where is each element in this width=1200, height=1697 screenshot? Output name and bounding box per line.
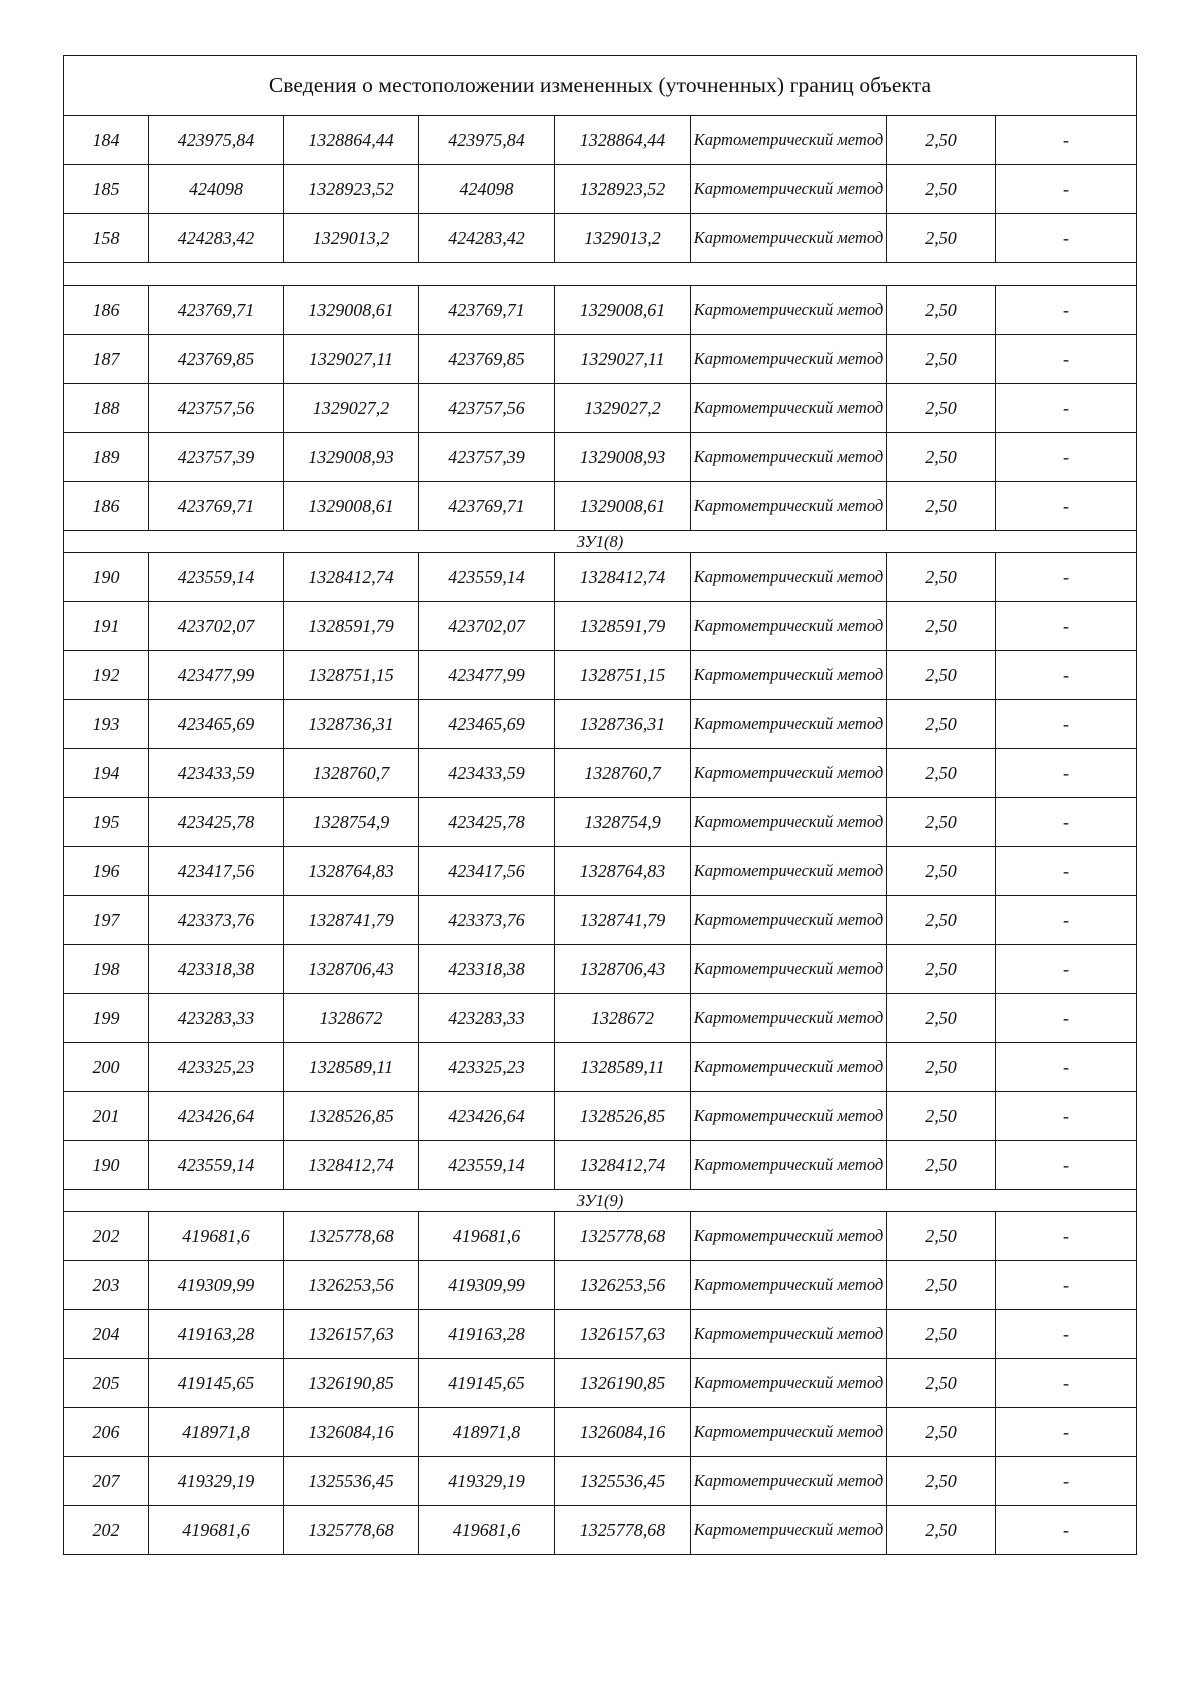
point-number-cell: 186 bbox=[64, 482, 149, 531]
x-existing-cell: 424098 bbox=[149, 165, 284, 214]
method-cell: Картометрический метод bbox=[691, 602, 887, 651]
point-number-cell: 190 bbox=[64, 1141, 149, 1190]
x-existing-cell: 423769,85 bbox=[149, 335, 284, 384]
x-existing-cell: 423433,59 bbox=[149, 749, 284, 798]
table-row bbox=[64, 1457, 1137, 1506]
table-row bbox=[64, 798, 1137, 847]
method-cell: Картометрический метод bbox=[691, 1408, 887, 1457]
x-existing-cell: 419309,99 bbox=[149, 1261, 284, 1310]
y-new-cell: 1326190,85 bbox=[555, 1359, 691, 1408]
x-new-cell: 423318,38 bbox=[419, 945, 555, 994]
precision-cell: 2,50 bbox=[887, 335, 996, 384]
x-existing-cell: 423325,23 bbox=[149, 1043, 284, 1092]
y-existing-cell: 1328672 bbox=[284, 994, 419, 1043]
x-new-cell: 423757,56 bbox=[419, 384, 555, 433]
method-cell: Картометрический метод bbox=[691, 896, 887, 945]
y-existing-cell: 1328741,79 bbox=[284, 896, 419, 945]
y-existing-cell: 1329013,2 bbox=[284, 214, 419, 263]
table-row bbox=[64, 165, 1137, 214]
method-cell: Картометрический метод bbox=[691, 749, 887, 798]
y-new-cell: 1328764,83 bbox=[555, 847, 691, 896]
y-new-cell: 1325778,68 bbox=[555, 1506, 691, 1555]
table-row bbox=[64, 433, 1137, 482]
description-cell: - bbox=[996, 384, 1137, 433]
point-number-cell: 204 bbox=[64, 1310, 149, 1359]
table-row bbox=[64, 1092, 1137, 1141]
description-cell: - bbox=[996, 1043, 1137, 1092]
description-cell: - bbox=[996, 214, 1137, 263]
description-cell: - bbox=[996, 335, 1137, 384]
x-existing-cell: 423559,14 bbox=[149, 1141, 284, 1190]
method-cell: Картометрический метод bbox=[691, 847, 887, 896]
y-new-cell: 1329008,61 bbox=[555, 286, 691, 335]
method-cell: Картометрический метод bbox=[691, 798, 887, 847]
y-existing-cell: 1329027,11 bbox=[284, 335, 419, 384]
method-cell: Картометрический метод bbox=[691, 214, 887, 263]
method-cell: Картометрический метод bbox=[691, 1310, 887, 1359]
x-existing-cell: 419681,6 bbox=[149, 1506, 284, 1555]
y-new-cell: 1326253,56 bbox=[555, 1261, 691, 1310]
precision-cell: 2,50 bbox=[887, 1141, 996, 1190]
description-cell: - bbox=[996, 553, 1137, 602]
method-cell: Картометрический метод bbox=[691, 1141, 887, 1190]
description-cell: - bbox=[996, 286, 1137, 335]
point-number-cell: 184 bbox=[64, 116, 149, 165]
x-new-cell: 423769,71 bbox=[419, 482, 555, 531]
x-new-cell: 423433,59 bbox=[419, 749, 555, 798]
x-existing-cell: 423769,71 bbox=[149, 482, 284, 531]
y-new-cell: 1328751,15 bbox=[555, 651, 691, 700]
y-new-cell: 1328412,74 bbox=[555, 1141, 691, 1190]
x-new-cell: 419681,6 bbox=[419, 1506, 555, 1555]
y-existing-cell: 1328760,7 bbox=[284, 749, 419, 798]
x-new-cell: 423769,71 bbox=[419, 286, 555, 335]
description-cell: - bbox=[996, 1141, 1137, 1190]
y-existing-cell: 1325536,45 bbox=[284, 1457, 419, 1506]
point-number-cell: 198 bbox=[64, 945, 149, 994]
precision-cell: 2,50 bbox=[887, 896, 996, 945]
y-new-cell: 1328412,74 bbox=[555, 553, 691, 602]
x-new-cell: 423559,14 bbox=[419, 1141, 555, 1190]
x-existing-cell: 423975,84 bbox=[149, 116, 284, 165]
precision-cell: 2,50 bbox=[887, 1310, 996, 1359]
description-cell: - bbox=[996, 1310, 1137, 1359]
y-existing-cell: 1329008,93 bbox=[284, 433, 419, 482]
y-new-cell: 1328672 bbox=[555, 994, 691, 1043]
y-existing-cell: 1329008,61 bbox=[284, 482, 419, 531]
precision-cell: 2,50 bbox=[887, 553, 996, 602]
y-new-cell: 1325778,68 bbox=[555, 1212, 691, 1261]
precision-cell: 2,50 bbox=[887, 433, 996, 482]
point-number-cell: 195 bbox=[64, 798, 149, 847]
y-existing-cell: 1328736,31 bbox=[284, 700, 419, 749]
method-cell: Картометрический метод bbox=[691, 384, 887, 433]
description-cell: - bbox=[996, 1457, 1137, 1506]
table-row bbox=[64, 994, 1137, 1043]
precision-cell: 2,50 bbox=[887, 1506, 996, 1555]
table-row bbox=[64, 1359, 1137, 1408]
method-cell: Картометрический метод bbox=[691, 994, 887, 1043]
x-existing-cell: 423426,64 bbox=[149, 1092, 284, 1141]
section-label: ЗУ1(9) bbox=[64, 1190, 1137, 1212]
x-existing-cell: 423465,69 bbox=[149, 700, 284, 749]
x-new-cell: 424098 bbox=[419, 165, 555, 214]
precision-cell: 2,50 bbox=[887, 165, 996, 214]
precision-cell: 2,50 bbox=[887, 847, 996, 896]
table-row bbox=[64, 335, 1137, 384]
boundary-coordinates-table bbox=[63, 55, 1137, 1555]
table-row bbox=[64, 651, 1137, 700]
table-row bbox=[64, 749, 1137, 798]
precision-cell: 2,50 bbox=[887, 749, 996, 798]
y-new-cell: 1328736,31 bbox=[555, 700, 691, 749]
x-existing-cell: 423757,39 bbox=[149, 433, 284, 482]
table-row bbox=[64, 384, 1137, 433]
y-new-cell: 1328591,79 bbox=[555, 602, 691, 651]
method-cell: Картометрический метод bbox=[691, 651, 887, 700]
y-new-cell: 1325536,45 bbox=[555, 1457, 691, 1506]
table-row bbox=[64, 1506, 1137, 1555]
y-existing-cell: 1326190,85 bbox=[284, 1359, 419, 1408]
description-cell: - bbox=[996, 945, 1137, 994]
point-number-cell: 202 bbox=[64, 1212, 149, 1261]
x-new-cell: 423975,84 bbox=[419, 116, 555, 165]
x-existing-cell: 423769,71 bbox=[149, 286, 284, 335]
precision-cell: 2,50 bbox=[887, 214, 996, 263]
y-existing-cell: 1326157,63 bbox=[284, 1310, 419, 1359]
point-number-cell: 200 bbox=[64, 1043, 149, 1092]
spacer-cell bbox=[64, 263, 1137, 286]
table-row bbox=[64, 482, 1137, 531]
x-new-cell: 419145,65 bbox=[419, 1359, 555, 1408]
y-new-cell: 1329008,61 bbox=[555, 482, 691, 531]
description-cell: - bbox=[996, 1212, 1137, 1261]
precision-cell: 2,50 bbox=[887, 1408, 996, 1457]
y-existing-cell: 1326084,16 bbox=[284, 1408, 419, 1457]
section-header-row bbox=[64, 531, 1137, 553]
description-cell: - bbox=[996, 1359, 1137, 1408]
x-existing-cell: 423702,07 bbox=[149, 602, 284, 651]
point-number-cell: 188 bbox=[64, 384, 149, 433]
precision-cell: 2,50 bbox=[887, 1092, 996, 1141]
x-new-cell: 423757,39 bbox=[419, 433, 555, 482]
x-existing-cell: 423417,56 bbox=[149, 847, 284, 896]
precision-cell: 2,50 bbox=[887, 994, 996, 1043]
x-new-cell: 419681,6 bbox=[419, 1212, 555, 1261]
description-cell: - bbox=[996, 116, 1137, 165]
description-cell: - bbox=[996, 994, 1137, 1043]
x-new-cell: 419309,99 bbox=[419, 1261, 555, 1310]
x-existing-cell: 419163,28 bbox=[149, 1310, 284, 1359]
y-existing-cell: 1328754,9 bbox=[284, 798, 419, 847]
y-new-cell: 1328706,43 bbox=[555, 945, 691, 994]
point-number-cell: 202 bbox=[64, 1506, 149, 1555]
precision-cell: 2,50 bbox=[887, 945, 996, 994]
point-number-cell: 193 bbox=[64, 700, 149, 749]
y-new-cell: 1328589,11 bbox=[555, 1043, 691, 1092]
description-cell: - bbox=[996, 749, 1137, 798]
table-row bbox=[64, 1141, 1137, 1190]
section-header-row bbox=[64, 1190, 1137, 1212]
precision-cell: 2,50 bbox=[887, 1457, 996, 1506]
method-cell: Картометрический метод bbox=[691, 1092, 887, 1141]
table-title: Сведения о местоположении измененных (уточненных) границ объекта bbox=[64, 56, 1137, 116]
table-row bbox=[64, 116, 1137, 165]
precision-cell: 2,50 bbox=[887, 116, 996, 165]
x-new-cell: 423283,33 bbox=[419, 994, 555, 1043]
point-number-cell: 194 bbox=[64, 749, 149, 798]
section-label: ЗУ1(8) bbox=[64, 531, 1137, 553]
x-new-cell: 423417,56 bbox=[419, 847, 555, 896]
method-cell: Картометрический метод bbox=[691, 1359, 887, 1408]
method-cell: Картометрический метод bbox=[691, 945, 887, 994]
table-row bbox=[64, 700, 1137, 749]
y-existing-cell: 1325778,68 bbox=[284, 1506, 419, 1555]
x-new-cell: 418971,8 bbox=[419, 1408, 555, 1457]
x-new-cell: 419329,19 bbox=[419, 1457, 555, 1506]
point-number-cell: 206 bbox=[64, 1408, 149, 1457]
x-existing-cell: 423283,33 bbox=[149, 994, 284, 1043]
description-cell: - bbox=[996, 1506, 1137, 1555]
description-cell: - bbox=[996, 798, 1137, 847]
description-cell: - bbox=[996, 651, 1137, 700]
x-new-cell: 419163,28 bbox=[419, 1310, 555, 1359]
table-title-row bbox=[64, 56, 1137, 116]
method-cell: Картометрический метод bbox=[691, 335, 887, 384]
point-number-cell: 203 bbox=[64, 1261, 149, 1310]
point-number-cell: 189 bbox=[64, 433, 149, 482]
y-new-cell: 1329013,2 bbox=[555, 214, 691, 263]
x-existing-cell: 423477,99 bbox=[149, 651, 284, 700]
x-existing-cell: 423318,38 bbox=[149, 945, 284, 994]
y-existing-cell: 1328923,52 bbox=[284, 165, 419, 214]
precision-cell: 2,50 bbox=[887, 798, 996, 847]
description-cell: - bbox=[996, 700, 1137, 749]
y-new-cell: 1328741,79 bbox=[555, 896, 691, 945]
point-number-cell: 196 bbox=[64, 847, 149, 896]
y-existing-cell: 1328764,83 bbox=[284, 847, 419, 896]
description-cell: - bbox=[996, 1092, 1137, 1141]
x-new-cell: 423559,14 bbox=[419, 553, 555, 602]
precision-cell: 2,50 bbox=[887, 1212, 996, 1261]
x-new-cell: 423702,07 bbox=[419, 602, 555, 651]
y-existing-cell: 1328526,85 bbox=[284, 1092, 419, 1141]
method-cell: Картометрический метод bbox=[691, 433, 887, 482]
y-new-cell: 1329027,2 bbox=[555, 384, 691, 433]
description-cell: - bbox=[996, 847, 1137, 896]
point-number-cell: 207 bbox=[64, 1457, 149, 1506]
x-new-cell: 423425,78 bbox=[419, 798, 555, 847]
precision-cell: 2,50 bbox=[887, 384, 996, 433]
description-cell: - bbox=[996, 165, 1137, 214]
y-existing-cell: 1328591,79 bbox=[284, 602, 419, 651]
method-cell: Картометрический метод bbox=[691, 286, 887, 335]
y-new-cell: 1328526,85 bbox=[555, 1092, 691, 1141]
y-new-cell: 1328923,52 bbox=[555, 165, 691, 214]
table-row bbox=[64, 214, 1137, 263]
point-number-cell: 197 bbox=[64, 896, 149, 945]
x-existing-cell: 419681,6 bbox=[149, 1212, 284, 1261]
precision-cell: 2,50 bbox=[887, 286, 996, 335]
y-existing-cell: 1328412,74 bbox=[284, 553, 419, 602]
y-new-cell: 1328754,9 bbox=[555, 798, 691, 847]
description-cell: - bbox=[996, 482, 1137, 531]
table-body bbox=[64, 56, 1137, 1555]
precision-cell: 2,50 bbox=[887, 602, 996, 651]
x-existing-cell: 423373,76 bbox=[149, 896, 284, 945]
point-number-cell: 199 bbox=[64, 994, 149, 1043]
table-row bbox=[64, 602, 1137, 651]
y-new-cell: 1326157,63 bbox=[555, 1310, 691, 1359]
table-row bbox=[64, 945, 1137, 994]
method-cell: Картометрический метод bbox=[691, 1212, 887, 1261]
method-cell: Картометрический метод bbox=[691, 1043, 887, 1092]
point-number-cell: 158 bbox=[64, 214, 149, 263]
point-number-cell: 190 bbox=[64, 553, 149, 602]
x-new-cell: 423477,99 bbox=[419, 651, 555, 700]
description-cell: - bbox=[996, 896, 1137, 945]
method-cell: Картометрический метод bbox=[691, 700, 887, 749]
method-cell: Картометрический метод bbox=[691, 116, 887, 165]
y-existing-cell: 1328864,44 bbox=[284, 116, 419, 165]
x-existing-cell: 418971,8 bbox=[149, 1408, 284, 1457]
x-existing-cell: 424283,42 bbox=[149, 214, 284, 263]
point-number-cell: 187 bbox=[64, 335, 149, 384]
method-cell: Картометрический метод bbox=[691, 553, 887, 602]
spacer-row bbox=[64, 263, 1137, 286]
table-row bbox=[64, 847, 1137, 896]
y-existing-cell: 1328706,43 bbox=[284, 945, 419, 994]
table-row bbox=[64, 1310, 1137, 1359]
x-new-cell: 423465,69 bbox=[419, 700, 555, 749]
x-new-cell: 423769,85 bbox=[419, 335, 555, 384]
y-existing-cell: 1328412,74 bbox=[284, 1141, 419, 1190]
y-existing-cell: 1328589,11 bbox=[284, 1043, 419, 1092]
x-existing-cell: 423757,56 bbox=[149, 384, 284, 433]
y-new-cell: 1328864,44 bbox=[555, 116, 691, 165]
point-number-cell: 191 bbox=[64, 602, 149, 651]
method-cell: Картометрический метод bbox=[691, 1457, 887, 1506]
table-row bbox=[64, 1261, 1137, 1310]
point-number-cell: 185 bbox=[64, 165, 149, 214]
y-existing-cell: 1328751,15 bbox=[284, 651, 419, 700]
point-number-cell: 201 bbox=[64, 1092, 149, 1141]
x-existing-cell: 419329,19 bbox=[149, 1457, 284, 1506]
method-cell: Картометрический метод bbox=[691, 1261, 887, 1310]
x-new-cell: 423325,23 bbox=[419, 1043, 555, 1092]
precision-cell: 2,50 bbox=[887, 1261, 996, 1310]
y-new-cell: 1326084,16 bbox=[555, 1408, 691, 1457]
precision-cell: 2,50 bbox=[887, 700, 996, 749]
description-cell: - bbox=[996, 1408, 1137, 1457]
table-row bbox=[64, 1043, 1137, 1092]
description-cell: - bbox=[996, 433, 1137, 482]
method-cell: Картометрический метод bbox=[691, 1506, 887, 1555]
table-row bbox=[64, 1212, 1137, 1261]
y-existing-cell: 1325778,68 bbox=[284, 1212, 419, 1261]
x-existing-cell: 423425,78 bbox=[149, 798, 284, 847]
description-cell: - bbox=[996, 602, 1137, 651]
method-cell: Картометрический метод bbox=[691, 482, 887, 531]
y-new-cell: 1329027,11 bbox=[555, 335, 691, 384]
x-existing-cell: 419145,65 bbox=[149, 1359, 284, 1408]
point-number-cell: 192 bbox=[64, 651, 149, 700]
x-existing-cell: 423559,14 bbox=[149, 553, 284, 602]
y-existing-cell: 1329027,2 bbox=[284, 384, 419, 433]
x-new-cell: 424283,42 bbox=[419, 214, 555, 263]
table-row bbox=[64, 286, 1137, 335]
y-new-cell: 1329008,93 bbox=[555, 433, 691, 482]
point-number-cell: 205 bbox=[64, 1359, 149, 1408]
x-new-cell: 423426,64 bbox=[419, 1092, 555, 1141]
table-row bbox=[64, 1408, 1137, 1457]
precision-cell: 2,50 bbox=[887, 1359, 996, 1408]
precision-cell: 2,50 bbox=[887, 1043, 996, 1092]
point-number-cell: 186 bbox=[64, 286, 149, 335]
y-existing-cell: 1329008,61 bbox=[284, 286, 419, 335]
table-row bbox=[64, 896, 1137, 945]
description-cell: - bbox=[996, 1261, 1137, 1310]
table-row bbox=[64, 553, 1137, 602]
precision-cell: 2,50 bbox=[887, 651, 996, 700]
y-new-cell: 1328760,7 bbox=[555, 749, 691, 798]
y-existing-cell: 1326253,56 bbox=[284, 1261, 419, 1310]
precision-cell: 2,50 bbox=[887, 482, 996, 531]
x-new-cell: 423373,76 bbox=[419, 896, 555, 945]
method-cell: Картометрический метод bbox=[691, 165, 887, 214]
